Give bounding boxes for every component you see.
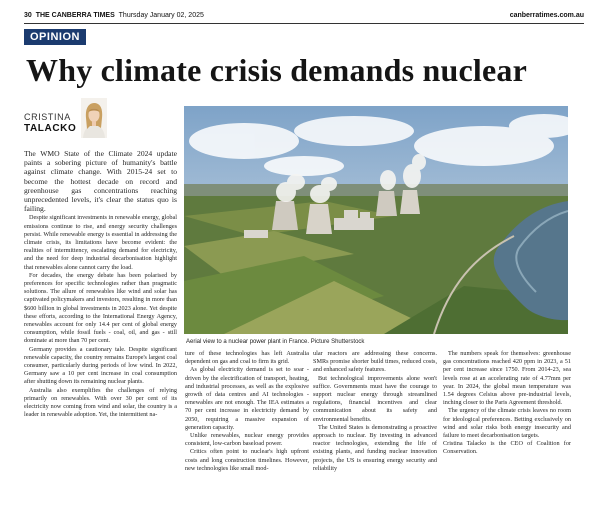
masthead-left (24, 12, 204, 19)
paragraph: ular reactors are addressing these concerns. SMRs promise shorter build times, reduced costs, and enhanced safety features. (313, 350, 437, 374)
article-column-2 (185, 350, 309, 490)
photo-caption: Aerial view to a nuclear power plant in France. Picture Shutterstock (186, 339, 365, 345)
issue-date: Thursday January 02, 2025 (118, 12, 204, 19)
paragraph: Germany provides a cautionary tale. Despite significant renewable capacity, the country remains Europe's largest coal consumer, particularly during periods of low wind. In 2022, Germany saw a 10 per cent increase in coal consumption after shutting down its remaining nuclear plants. (24, 345, 177, 386)
masthead-rule (24, 23, 584, 24)
paragraph: The United States is demonstrating a proactive approach to nuclear. By investing in advanced reactor technologies, extending the life of existing plants, and funding nuclear innovation projects, the US is ensuring energy security and reliability (313, 423, 437, 472)
article-column-3 (313, 350, 437, 490)
paragraph: Unlike renewables, nuclear energy provides consistent, low-carbon baseload power. (185, 432, 309, 448)
paragraph: As global electricity demand is set to soar - driven by the electrification of transport, heating, and industrial processes, as well as the explosive growth of data centres and AI technologies - renewables are not enough. The IEA estimates a 70 per cent increase in electricity demand by 2050, requiring a massive expansion of generation capacity. (185, 366, 309, 431)
author-avatar (81, 98, 107, 138)
paragraph: ture of these technologies has left Australia dependent on gas and coal to firm its grid. (185, 350, 309, 366)
author-last-name: TALACKO (24, 123, 77, 134)
article-column-1 (24, 149, 177, 489)
paper-name: THE CANBERRA TIMES (35, 12, 115, 19)
site-url: canberratimes.com.au (509, 12, 584, 19)
headline: Why climate crisis demands nuclear (26, 52, 527, 88)
masthead (24, 10, 584, 24)
paragraph: Despite significant investments in renewable energy, global emissions continue to rise, and energy security challenges persist. While renewable energy is essential in addressing the climate crisis, its limitations have become evident: the realities of intermittency, escalating demand for electricity, and the need for deep industrial decarbonisation highlight that renewables alone cannot carry the load. (24, 214, 177, 271)
paragraph: Critics often point to nuclear's high upfront costs and long construction timelines. However, new technologies like small mod- (185, 448, 309, 472)
paragraph: Australia also exemplifies the challenges of relying primarily on renewables. With over 30 per cent of its electricity now coming from wind and solar, the country is a leader in renewable adoption. Yet, the intermittent na- (24, 386, 177, 419)
lead-paragraph: The WMO State of the Climate 2024 update paints a sobering picture of humanity's battle against climate change. With 2015-24 set to become the hottest decade on record and greenhouse gas concentrations reaching unprecedented levels, it's clear the status quo is failing. (24, 149, 177, 214)
page-number: 30 (24, 12, 32, 19)
paragraph: But technological improvements alone won't suffice. Governments must have the courage to support nuclear energy through streamlined regulations, financial incentives and clear communication about its safety and environmental benefits. (313, 374, 437, 423)
article-column-4 (443, 350, 571, 490)
nuclear-plant-photo (184, 106, 568, 334)
section-tag: OPINION (24, 29, 86, 45)
paragraph: For decades, the energy debate has been polarised by preferences for specific technologies rather than pragmatic solutions. The allure of renewables like wind and solar has captivated policymakers and investors, resulting in more than $600 billion in global investments in 2023 alone. Yet despite these efforts, according to the International Energy Agency, renewables account for only 14.4 per cent of global energy consumption, while fossil fuels - coal, oil, and gas - still dominate at more than 70 per cent. (24, 271, 177, 345)
paragraph: The urgency of the climate crisis leaves no room for ideological preferences. Betting exclusively on wind and solar risks both energy insecurity and failure to meet decarbonisation targets. (443, 407, 571, 440)
author-signoff: Cristina Talacko is the CEO of Coalition for Conservation. (443, 440, 571, 456)
author-first-name: CRISTINA (24, 112, 71, 122)
paragraph: The numbers speak for themselves: greenhouse gas concentrations reached 420 ppm in 2023, a 51 per cent increase since 1750. From 2014-23, sea levels rose at an accelerating rate of 4.77mm per year. In 2024, the global mean temperature was 1.54 degrees Celsius above pre-industrial levels, inching closer to the Paris Agreement threshold. (443, 350, 571, 407)
